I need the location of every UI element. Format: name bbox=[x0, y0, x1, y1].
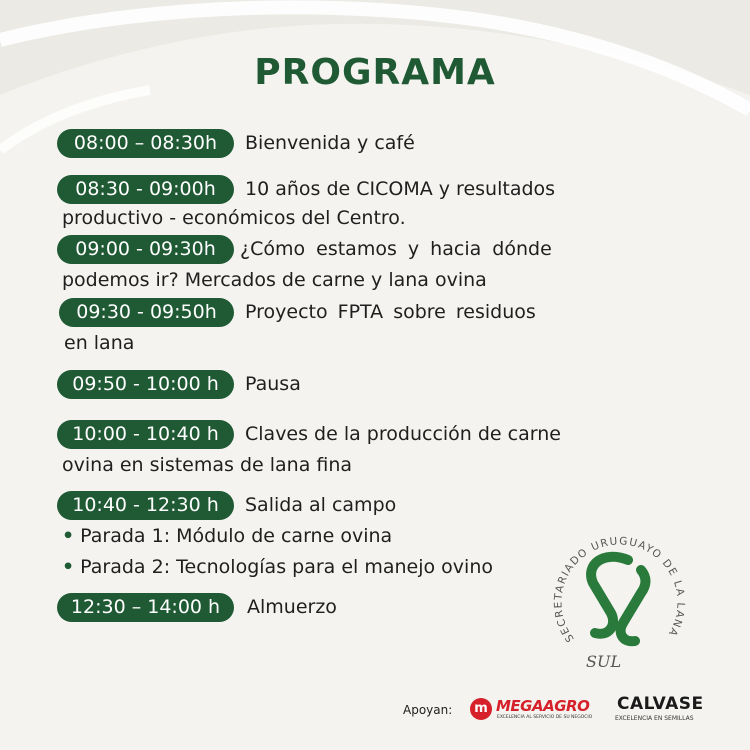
field-stop-text: Parada 1: Módulo de carne ovina bbox=[80, 525, 393, 547]
calvase-name: CALVASE bbox=[617, 694, 704, 714]
session-title: ¿Cómo estamos y hacia dónde bbox=[240, 238, 552, 260]
session-title-continued: ovina en sistemas de lana fina bbox=[62, 454, 353, 476]
sul-ring-text: SECRETARIADO URUGUAYO DE LA LANA bbox=[552, 535, 687, 645]
sul-abbr: SUL bbox=[586, 652, 622, 671]
sul-logo bbox=[543, 525, 693, 675]
megaagro-m-icon: m bbox=[470, 698, 492, 720]
session-title: Pausa bbox=[245, 373, 301, 395]
calvase-logo bbox=[612, 694, 704, 724]
time-badge: 10:00 - 10:40 h bbox=[57, 420, 234, 449]
time-badge: 09:30 - 09:50h bbox=[59, 298, 234, 327]
field-stop-item bbox=[62, 521, 392, 551]
session-title: Salida al campo bbox=[245, 494, 397, 516]
page-title: PROGRAMA bbox=[254, 52, 496, 93]
bullet-icon: • bbox=[62, 556, 75, 578]
session-title: 10 años de CICOMA y resultados bbox=[245, 178, 556, 200]
time-badge: 10:40 - 12:30 h bbox=[57, 491, 234, 520]
bullet-icon: • bbox=[62, 525, 75, 547]
time-badge: 12:30 – 14:00 h bbox=[57, 593, 234, 622]
megaagro-logo bbox=[470, 696, 600, 724]
time-badge: 09:50 - 10:00 h bbox=[57, 370, 234, 399]
time-badge: 09:00 - 09:30h bbox=[57, 235, 234, 264]
session-title: Claves de la producción de carne bbox=[245, 423, 561, 445]
session-title-continued: en lana bbox=[64, 332, 135, 354]
field-stop-item bbox=[62, 552, 493, 582]
sponsors-label: Apoyan: bbox=[403, 703, 453, 717]
field-stop-text: Parada 2: Tecnologías para el manejo ovino bbox=[80, 556, 493, 578]
session-title-continued: podemos ir? Mercados de carne y lana ovina bbox=[62, 269, 487, 291]
session-title: Bienvenida y café bbox=[245, 132, 415, 154]
sul-s-emblem bbox=[591, 557, 645, 641]
time-badge: 08:30 - 09:00h bbox=[57, 175, 234, 204]
session-title: Almuerzo bbox=[247, 596, 337, 618]
session-title: Proyecto FPTA sobre residuos bbox=[245, 301, 536, 323]
time-badge: 08:00 – 08:30h bbox=[57, 129, 234, 158]
megaagro-name: MEGAAGRO bbox=[496, 697, 590, 715]
megaagro-tagline: EXCELENCIA AL SERVICIO DE SU NEGOCIO bbox=[497, 715, 593, 720]
calvase-tagline: EXCELENCIA EN SEMILLAS bbox=[615, 715, 694, 722]
session-title-continued: productivo - económicos del Centro. bbox=[62, 207, 406, 229]
